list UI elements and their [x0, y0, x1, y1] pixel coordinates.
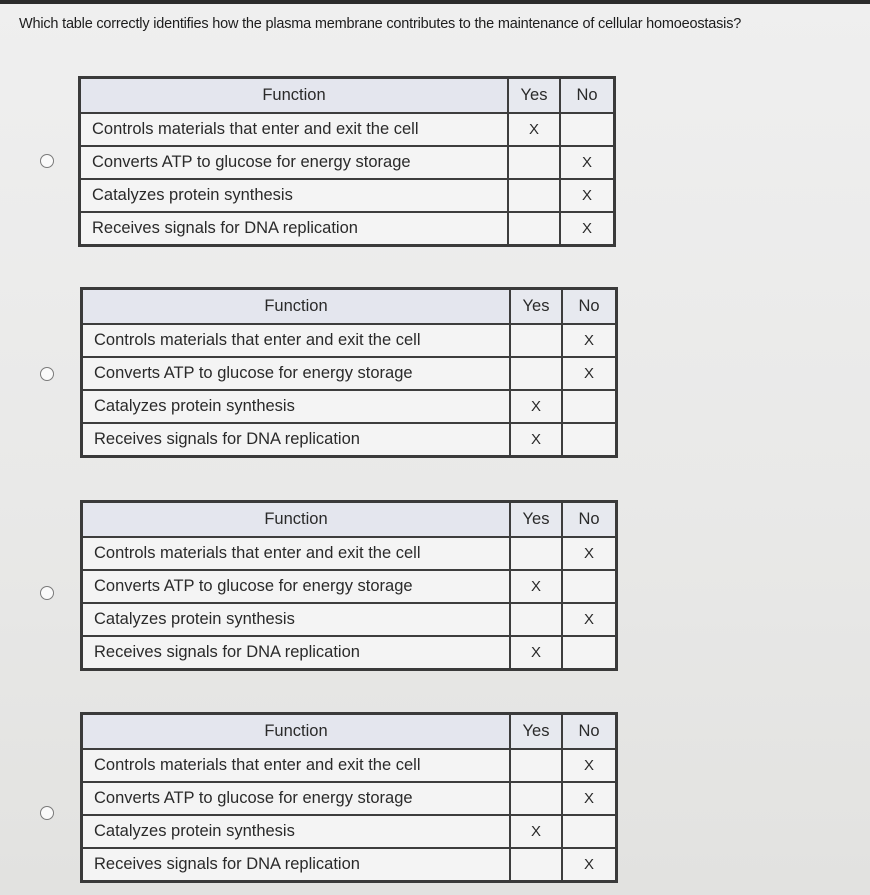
yes-mark: [511, 604, 563, 637]
question-text: Which table correctly identifies how the plasma membrane contributes to the maintenance of cellular homoeostasis?: [19, 16, 742, 32]
top-border: [0, 0, 870, 4]
no-mark: [563, 637, 615, 668]
function-cell: Converts ATP to glucose for energy storage: [83, 571, 511, 604]
table-row: [81, 213, 613, 244]
option-1-table: [78, 76, 616, 247]
table-row: [81, 114, 613, 147]
table-row: [83, 424, 615, 455]
no-mark: X: [563, 783, 615, 816]
yes-mark: X: [511, 424, 563, 455]
yes-mark: [511, 783, 563, 816]
table-header-row: [83, 290, 615, 325]
function-cell: Controls materials that enter and exit the cell: [83, 325, 511, 358]
no-mark: X: [563, 325, 615, 358]
function-cell: Catalyzes protein synthesis: [83, 816, 511, 849]
yes-mark: X: [511, 816, 563, 849]
yes-mark: X: [511, 637, 563, 668]
no-header: No: [563, 715, 615, 750]
function-cell: Receives signals for DNA replication: [83, 637, 511, 668]
function-cell: Receives signals for DNA replication: [83, 849, 511, 880]
table-row: [83, 358, 615, 391]
yes-header: Yes: [511, 290, 563, 325]
yes-mark: [509, 180, 561, 213]
no-mark: X: [563, 750, 615, 783]
table-row: [83, 849, 615, 880]
no-mark: X: [563, 358, 615, 391]
table-row: [83, 637, 615, 668]
yes-mark: [511, 325, 563, 358]
no-header: No: [561, 79, 613, 114]
function-cell: Receives signals for DNA replication: [81, 213, 509, 244]
yes-mark: [511, 538, 563, 571]
table-row: [83, 325, 615, 358]
yes-mark: [509, 147, 561, 180]
no-mark: X: [561, 180, 613, 213]
no-mark: X: [561, 147, 613, 180]
no-mark: X: [581, 220, 592, 237]
function-cell: Catalyzes protein synthesis: [81, 180, 509, 213]
no-mark: [563, 424, 615, 455]
table-row: [83, 538, 615, 571]
no-mark: [561, 114, 613, 147]
option-2-radio[interactable]: [40, 367, 54, 381]
yes-mark: X: [511, 391, 563, 424]
table-row: [83, 571, 615, 604]
yes-header: Yes: [511, 503, 563, 538]
option-3-radio[interactable]: [40, 586, 54, 600]
option-1-radio[interactable]: [40, 154, 54, 168]
function-cell: Catalyzes protein synthesis: [83, 391, 511, 424]
option-3-table: [80, 500, 618, 671]
no-header: No: [563, 290, 615, 325]
table-header-row: [83, 503, 615, 538]
yes-mark: [511, 750, 563, 783]
function-cell: Controls materials that enter and exit the cell: [83, 538, 511, 571]
function-cell: Converts ATP to glucose for energy storage: [83, 783, 511, 816]
yes-header: Yes: [509, 79, 561, 114]
no-mark: X: [563, 538, 615, 571]
table-row: [83, 391, 615, 424]
option-4-table: [80, 712, 618, 883]
no-mark: [563, 571, 615, 604]
function-cell: Controls materials that enter and exit the cell: [81, 114, 509, 147]
yes-mark: X: [509, 114, 561, 147]
function-cell: Converts ATP to glucose for energy storage: [81, 147, 509, 180]
function-header: Function: [83, 503, 511, 538]
yes-mark: [511, 358, 563, 391]
table-header-row: [83, 715, 615, 750]
no-mark: [563, 391, 615, 424]
function-cell: Controls materials that enter and exit the cell: [83, 750, 511, 783]
yes-mark: [509, 213, 561, 244]
function-cell: Converts ATP to glucose for energy storage: [83, 358, 511, 391]
no-mark: [563, 816, 615, 849]
no-mark: X: [563, 604, 615, 637]
function-header: Function: [83, 715, 511, 750]
table-row: [83, 783, 615, 816]
table-row: [81, 147, 613, 180]
function-cell: Receives signals for DNA replication: [83, 424, 511, 455]
no-mark: X: [583, 856, 594, 873]
function-cell: Catalyzes protein synthesis: [83, 604, 511, 637]
option-2-table: [80, 287, 618, 458]
function-header: Function: [83, 290, 511, 325]
table-row: [83, 816, 615, 849]
function-header: Function: [81, 79, 509, 114]
option-4-radio[interactable]: [40, 806, 54, 820]
yes-header: Yes: [511, 715, 563, 750]
table-row: [83, 750, 615, 783]
table-header-row: [81, 79, 613, 114]
yes-mark: [511, 849, 563, 880]
table-row: [81, 180, 613, 213]
table-row: [83, 604, 615, 637]
no-header: No: [563, 503, 615, 538]
yes-mark: X: [511, 571, 563, 604]
